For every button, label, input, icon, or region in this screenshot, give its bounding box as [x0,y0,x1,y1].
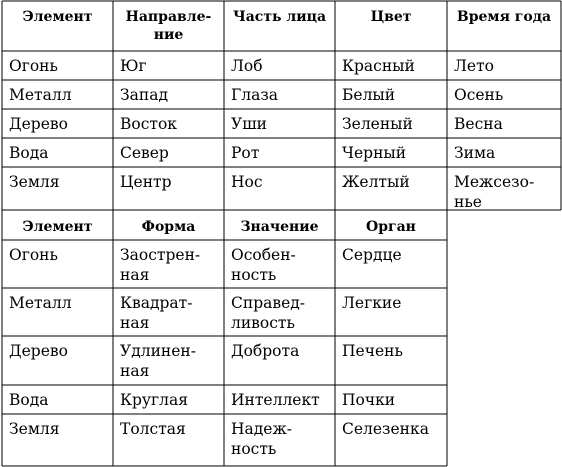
t1-cell: Зеленый [342,115,413,133]
t1-cell: Юг [120,57,147,75]
t1-header-direction: Направле- ние [125,9,212,43]
t2-cell: Дерево [9,342,68,360]
t1-cell: Весна [454,115,503,133]
t1-header-face-part: Часть лица [232,9,327,25]
t2-cell: Печень [342,342,403,360]
t2-cell: Сердце [342,246,402,264]
t1-cell: Красный [342,57,415,75]
t2-cell: Доброта [231,342,300,360]
t2-header-shape: Форма [141,219,196,235]
t1-cell: Глаза [231,86,279,104]
t1-header-season: Время года [456,9,552,25]
t1-cell: Север [120,144,169,162]
t1-cell: Земля [9,173,60,191]
t2-cell: Удлинен- ная [120,342,196,380]
t1-cell: Дерево [9,115,68,133]
t1-cell: Запад [120,86,169,104]
t2-cell: Особен- ность [231,246,296,284]
t2-cell: Огонь [9,246,58,264]
t2-cell: Круглая [120,391,189,409]
t2-cell: Справед- ливость [231,294,306,332]
t2-cell: Надеж- ность [231,420,292,458]
t1-header-element: Элемент [22,9,93,25]
t1-cell: Нос [231,173,263,191]
t1-cell: Уши [231,115,267,133]
t1-cell: Лето [454,57,495,75]
t2-cell: Селезенка [342,420,429,438]
t1-cell: Желтый [342,173,410,191]
t2-header-element: Элемент [22,219,93,235]
t1-cell: Черный [342,144,407,162]
t2-cell: Интеллект [231,391,320,409]
t1-header-color: Цвет [370,9,412,25]
t2-header-organ: Орган [366,219,416,235]
t1-cell: Огонь [9,57,58,75]
t1-cell: Осень [454,86,504,104]
t2-cell: Почки [342,391,396,409]
t2-cell: Квадрат- ная [120,294,193,332]
t1-cell: Восток [120,115,177,133]
t1-cell: Металл [9,86,72,104]
t1-cell: Белый [342,86,396,104]
t1-cell: Зима [454,144,496,162]
t2-cell: Металл [9,294,72,312]
t1-cell: Лоб [231,57,263,75]
t1-cell: Рот [231,144,260,162]
t1-cell: Межсезо- нье [454,173,535,211]
t2-cell: Вода [9,391,49,409]
t2-cell: Легкие [342,294,402,312]
t2-cell: Заострен- ная [120,246,201,284]
t2-cell: Земля [9,420,60,438]
t2-cell: Толстая [120,420,186,438]
t2-header-meaning: Значение [240,219,319,235]
t1-cell: Вода [9,144,49,162]
t1-cell: Центр [120,173,172,191]
